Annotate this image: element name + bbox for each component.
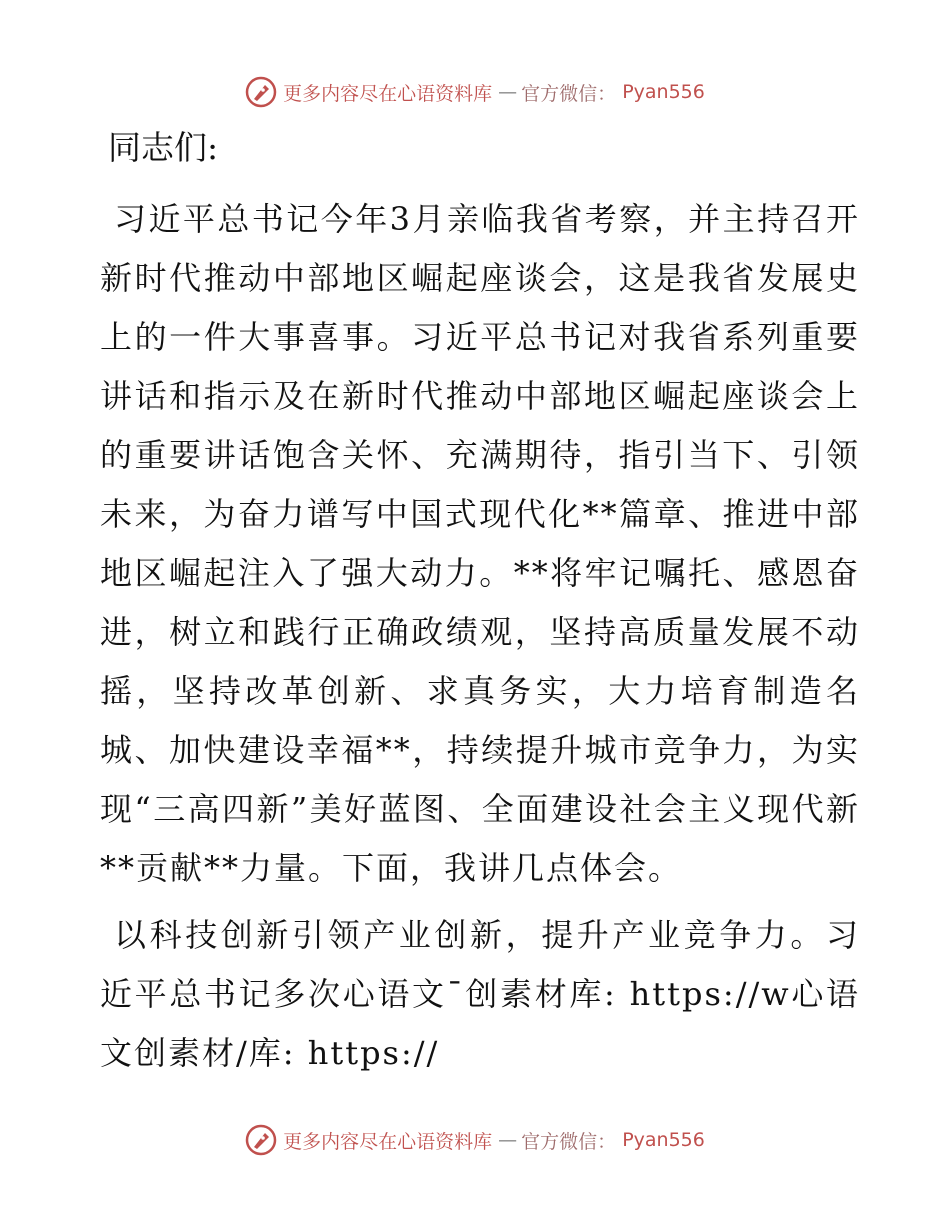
header-watermark <box>0 76 950 108</box>
watermark-dash: — <box>498 81 516 103</box>
pen-nib-circle-icon <box>245 76 277 108</box>
watermark-dash: — <box>498 1129 516 1151</box>
pen-nib-circle-icon <box>245 1124 277 1156</box>
greeting: 同志们: <box>108 128 219 167</box>
watermark-text: 更多内容尽在心语资料库 <box>283 82 493 105</box>
footer-watermark <box>0 1124 950 1156</box>
watermark-official-label: 官方微信： <box>521 1130 617 1153</box>
watermark-wechat-id: Pyan556 <box>622 1129 705 1151</box>
watermark-text: 更多内容尽在心语资料库 <box>283 1130 493 1153</box>
watermark-wechat-id: Pyan556 <box>622 81 705 103</box>
watermark-official-label: 官方微信： <box>521 82 617 105</box>
paragraph-section-one: 以科技创新引领产业创新，提升产业竞争力。习近平总书记多次心语文¯创素材库: https://w心语文创素材/库: https:// <box>100 916 860 1072</box>
paragraph-intro: 习近平总书记今年3月亲临我省考察，并主持召开新时代推动中部地区崛起座谈会，这是我省发展史上的一件大事喜事。习近平总书记对我省系列重要讲话和指示及在新时代推动中部地区崛起座谈会上的重要讲话饱含关怀、充满期待，指引当下、引领未来，为奋力谱写中国式现代化**篇章、推进中部地区崛起注入了强大动力。**将牢记嘱托、感恩奋进，树立和践行正确政绩观，坚持高质量发展不动摇，坚持改革创新、求真务实，大力培育制造名城、加快建设幸福**，持续提升城市竞争力，为实现“三高四新”美好蓝图、全面建设社会主义现代新**贡献**力量。下面，我讲几点体会。 <box>100 200 860 887</box>
